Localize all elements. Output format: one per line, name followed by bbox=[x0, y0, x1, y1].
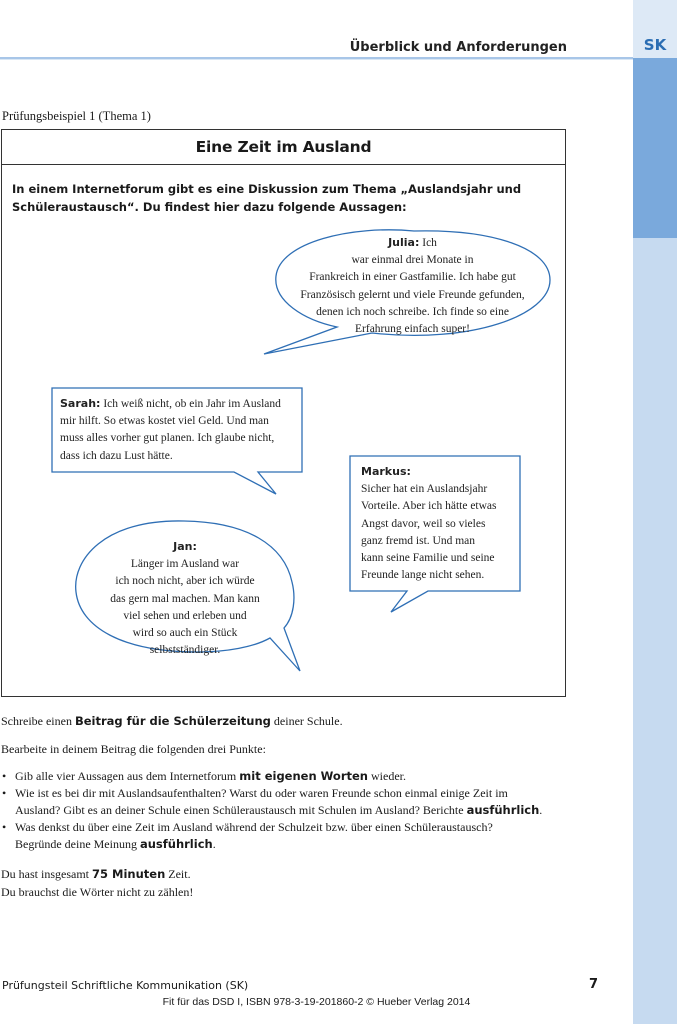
markus-line: ganz fremd ist. Und man bbox=[361, 534, 476, 547]
write-instruction bbox=[1, 713, 343, 730]
sarah-line: mir hilft. So etwas kostet viel Geld. Und man bbox=[60, 415, 269, 428]
task-point-text: wieder. bbox=[368, 769, 406, 783]
markus-line: kann seine Familie und seine bbox=[361, 552, 495, 565]
markus-line: Vorteile. Aber ich hätte etwas bbox=[361, 500, 497, 513]
sarah-line-text: Ich weiß nicht, ob ein Jahr im Ausland bbox=[100, 398, 281, 410]
task-point-text: Begründe deine Meinung bbox=[15, 837, 140, 851]
sarah-statement bbox=[60, 395, 300, 465]
task-point bbox=[1, 819, 576, 853]
bullet-icon: • bbox=[2, 786, 7, 800]
jan-line: viel sehen und erleben und bbox=[123, 609, 247, 622]
julia-statement bbox=[280, 234, 545, 338]
task-point-text: . bbox=[539, 803, 543, 817]
task-point-text: Was denkst du über eine Zeit im Ausland während der Schulzeit bzw. über einen Schüleraustausch? bbox=[15, 820, 493, 834]
task-points-list bbox=[1, 768, 576, 853]
task-point bbox=[1, 785, 576, 819]
jan-line: Länger im Ausland war bbox=[130, 558, 240, 571]
markus-line: Sicher hat ein Auslandsjahr bbox=[361, 483, 488, 496]
markus-line bbox=[361, 463, 519, 481]
jan-name: Jan: bbox=[173, 540, 197, 553]
task-point-line bbox=[15, 802, 576, 819]
footer-credit: Fit für das DSD I, ISBN 978-3-19-201860-2 © Hueber Verlag 2014 bbox=[162, 996, 471, 1008]
jan-line: ich noch nicht, aber ich würde bbox=[115, 575, 255, 588]
julia-line: Französisch gelernt und viele Freunde gefunden, bbox=[300, 288, 525, 301]
markus-name: Markus: bbox=[361, 465, 411, 478]
julia-line: war einmal drei Monate in bbox=[351, 254, 474, 267]
jan-line: selbstständiger. bbox=[149, 644, 221, 657]
task-point-text: Gib alle vier Aussagen aus dem Internetforum bbox=[15, 769, 240, 783]
time-limit-text: Du hast insgesamt bbox=[1, 867, 92, 881]
jan-line: das gern mal machen. Man kann bbox=[110, 592, 260, 605]
task-title: Eine Zeit im Ausland bbox=[195, 138, 372, 156]
sarah-line bbox=[60, 395, 300, 413]
task-point-text: Ausland? Gibt es an deiner Schule einen Schüleraustausch mit Schulen im Ausland? Berichte bbox=[15, 803, 467, 817]
sarah-line: muss alles vorher gut planen. Ich glaube nicht, bbox=[60, 432, 275, 445]
jan-line: wird so auch ein Stück bbox=[132, 627, 238, 640]
write-instruction-emphasis: Beitrag für die Schülerzeitung bbox=[74, 714, 271, 728]
bullet-icon: • bbox=[2, 769, 7, 783]
task-point-text: . bbox=[212, 837, 216, 851]
bullet-icon: • bbox=[2, 820, 7, 834]
task-point-line bbox=[15, 836, 576, 853]
jan-line bbox=[90, 538, 280, 556]
sarah-name: Sarah: bbox=[60, 397, 101, 410]
write-instruction-text: Schreibe einen bbox=[1, 714, 75, 728]
section-tab-label: SK bbox=[643, 36, 667, 54]
markus-statement bbox=[361, 463, 519, 584]
task-point-emphasis: ausführlich bbox=[466, 803, 540, 817]
header-divider-light bbox=[0, 59, 633, 60]
markus-line: Angst davor, weil so vieles bbox=[361, 517, 486, 530]
sarah-line: dass ich dazu Lust hätte. bbox=[60, 449, 173, 462]
exam-example-label: Prüfungsbeispiel 1 (Thema 1) bbox=[2, 109, 151, 123]
time-limit bbox=[1, 866, 191, 883]
task-intro-line: In einem Internetforum gibt es eine Diskussion zum Thema „Auslandsjahr und bbox=[12, 182, 522, 196]
julia-line: Erfahrung einfach super! bbox=[355, 323, 470, 336]
markus-line: Freunde lange nicht sehen. bbox=[361, 569, 485, 582]
julia-line bbox=[280, 234, 545, 252]
task-box bbox=[1, 129, 566, 697]
task-point-emphasis: ausführlich bbox=[139, 837, 213, 851]
page-number: 7 bbox=[589, 977, 599, 992]
write-instruction-text: deiner Schule. bbox=[270, 714, 343, 728]
jan-statement bbox=[90, 538, 280, 659]
page-header-title: Überblick und Anforderungen bbox=[349, 40, 567, 55]
points-intro: Bearbeite in deinem Beitrag die folgenden drei Punkte: bbox=[1, 742, 266, 756]
julia-line-text: Ich bbox=[419, 237, 437, 249]
task-point-emphasis: mit eigenen Worten bbox=[239, 769, 368, 783]
time-limit-emphasis: 75 Minuten bbox=[92, 867, 166, 881]
word-count-note: Du brauchst die Wörter nicht zu zählen! bbox=[1, 885, 194, 899]
time-limit-text: Zeit. bbox=[165, 867, 191, 881]
side-tab-highlight bbox=[633, 58, 677, 238]
task-point-text: Wie ist es bei dir mit Auslandsaufenthalten? Warst du oder waren Freunde schon einmal einige Zeit im bbox=[15, 786, 508, 800]
julia-line: denen ich noch schreibe. Ich finde so eine bbox=[316, 305, 509, 318]
julia-name: Julia: bbox=[388, 236, 420, 249]
task-intro-line: Schüleraustausch“. Du findest hier dazu folgende Aussagen: bbox=[12, 200, 407, 214]
side-tab-bar bbox=[633, 0, 677, 1024]
task-point bbox=[1, 768, 576, 785]
julia-line: Frankreich in einer Gastfamilie. Ich habe gut bbox=[309, 271, 516, 284]
footer-section-label: Prüfungsteil Schriftliche Kommunikation (SK) bbox=[2, 979, 249, 992]
